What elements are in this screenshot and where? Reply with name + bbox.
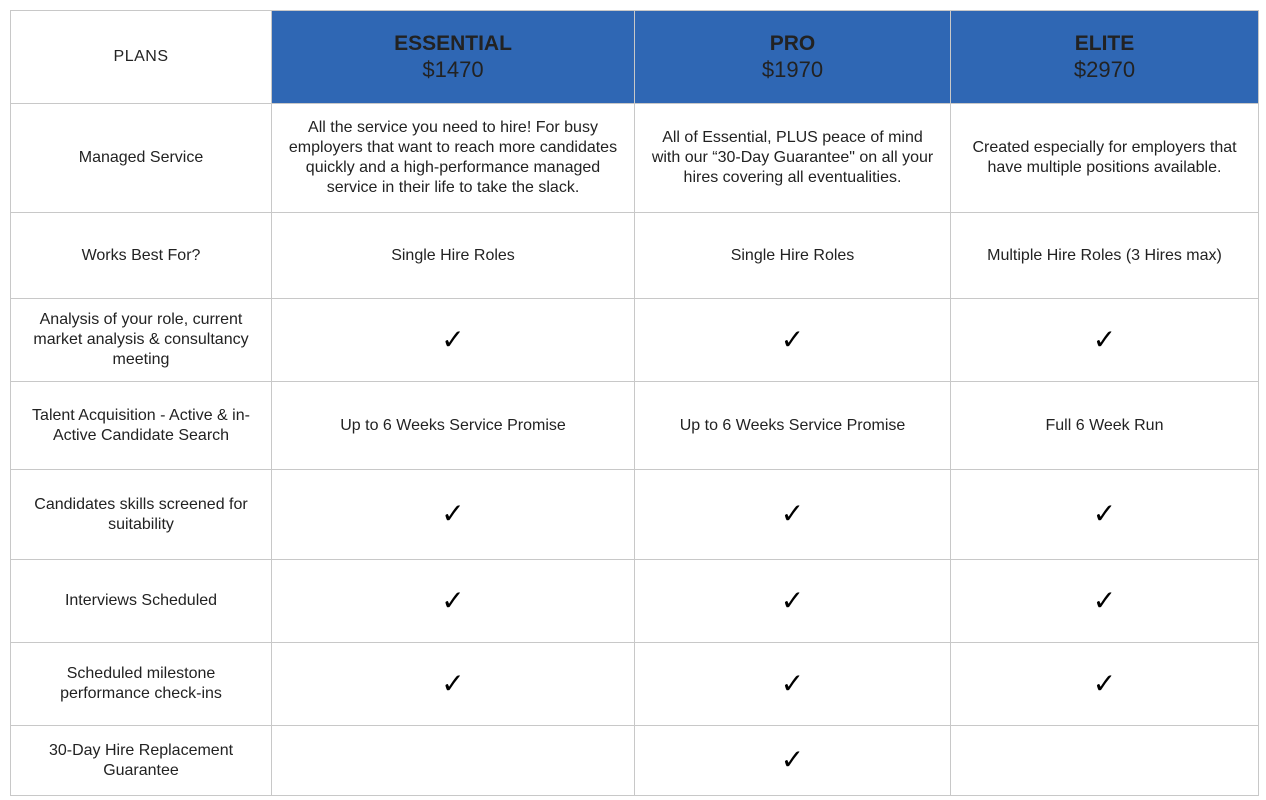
checkmark-icon: ✓	[780, 322, 805, 356]
plan-header-essential	[272, 11, 635, 104]
included-cell	[635, 726, 951, 796]
checkmark-icon: ✓	[780, 497, 805, 530]
included-cell	[635, 560, 951, 643]
plan-name: PRO	[769, 32, 816, 55]
checkmark-icon: ✓	[441, 322, 465, 356]
feature-label: Analysis of your role, current market analysis & consultancy meeting	[11, 299, 272, 382]
checkmark-icon: ✓	[1092, 583, 1117, 617]
feature-row	[11, 104, 1259, 213]
plans-heading: PLANS	[11, 11, 272, 104]
feature-row	[11, 470, 1259, 560]
feature-value: All the service you need to hire! For busy employers that want to reach more candidates quickly and a high-performance managed service in their life to take the slack.	[272, 104, 635, 213]
empty-cell	[272, 726, 635, 796]
feature-label: Managed Service	[11, 104, 272, 213]
included-cell	[635, 643, 951, 726]
feature-value: All of Essential, PLUS peace of mind with our “30-Day Guarantee" on all your hires covering all eventualities.	[635, 104, 951, 213]
checkmark-icon: ✓	[441, 497, 465, 530]
plan-price: $1470	[422, 57, 484, 82]
checkmark-icon: ✓	[1092, 322, 1117, 356]
checkmark-icon: ✓	[780, 743, 805, 776]
feature-value: Single Hire Roles	[272, 213, 635, 299]
checkmark-icon: ✓	[780, 583, 805, 617]
feature-row	[11, 643, 1259, 726]
plan-price: $2970	[1073, 57, 1136, 82]
included-cell	[272, 299, 635, 382]
feature-row	[11, 726, 1259, 796]
feature-value: Up to 6 Weeks Service Promise	[272, 382, 635, 470]
included-cell	[951, 643, 1259, 726]
included-cell	[635, 470, 951, 560]
feature-value: Full 6 Week Run	[951, 382, 1259, 470]
plan-name: ESSENTIAL	[394, 32, 512, 55]
feature-label: Talent Acquisition - Active & in-Active Candidate Search	[11, 382, 272, 470]
included-cell	[951, 470, 1259, 560]
checkmark-icon: ✓	[780, 666, 805, 700]
feature-label: Interviews Scheduled	[11, 560, 272, 643]
included-cell	[272, 470, 635, 560]
empty-cell	[951, 726, 1259, 796]
plan-price: $1970	[761, 57, 824, 82]
plan-header-pro	[635, 11, 951, 104]
checkmark-icon: ✓	[1092, 666, 1117, 700]
included-cell	[272, 643, 635, 726]
feature-row	[11, 299, 1259, 382]
feature-value: Up to 6 Weeks Service Promise	[635, 382, 951, 470]
feature-label: Candidates skills screened for suitability	[11, 470, 272, 560]
feature-value: Created especially for employers that have multiple positions available.	[951, 104, 1259, 213]
table-body	[11, 104, 1259, 796]
feature-row	[11, 382, 1259, 470]
included-cell	[272, 560, 635, 643]
header-row	[11, 11, 1259, 104]
included-cell	[635, 299, 951, 382]
feature-value: Multiple Hire Roles (3 Hires max)	[951, 213, 1259, 299]
feature-row	[11, 560, 1259, 643]
feature-label: Scheduled milestone performance check-ins	[11, 643, 272, 726]
included-cell	[951, 299, 1259, 382]
checkmark-icon: ✓	[441, 666, 465, 700]
included-cell	[951, 560, 1259, 643]
feature-row	[11, 213, 1259, 299]
checkmark-icon: ✓	[1092, 497, 1117, 530]
plan-name: ELITE	[1074, 32, 1135, 55]
feature-label: Works Best For?	[11, 213, 272, 299]
feature-label: 30-Day Hire Replacement Guarantee	[11, 726, 272, 796]
checkmark-icon: ✓	[441, 583, 465, 617]
plan-header-elite	[951, 11, 1259, 104]
pricing-comparison-table	[10, 10, 1259, 796]
feature-value: Single Hire Roles	[635, 213, 951, 299]
